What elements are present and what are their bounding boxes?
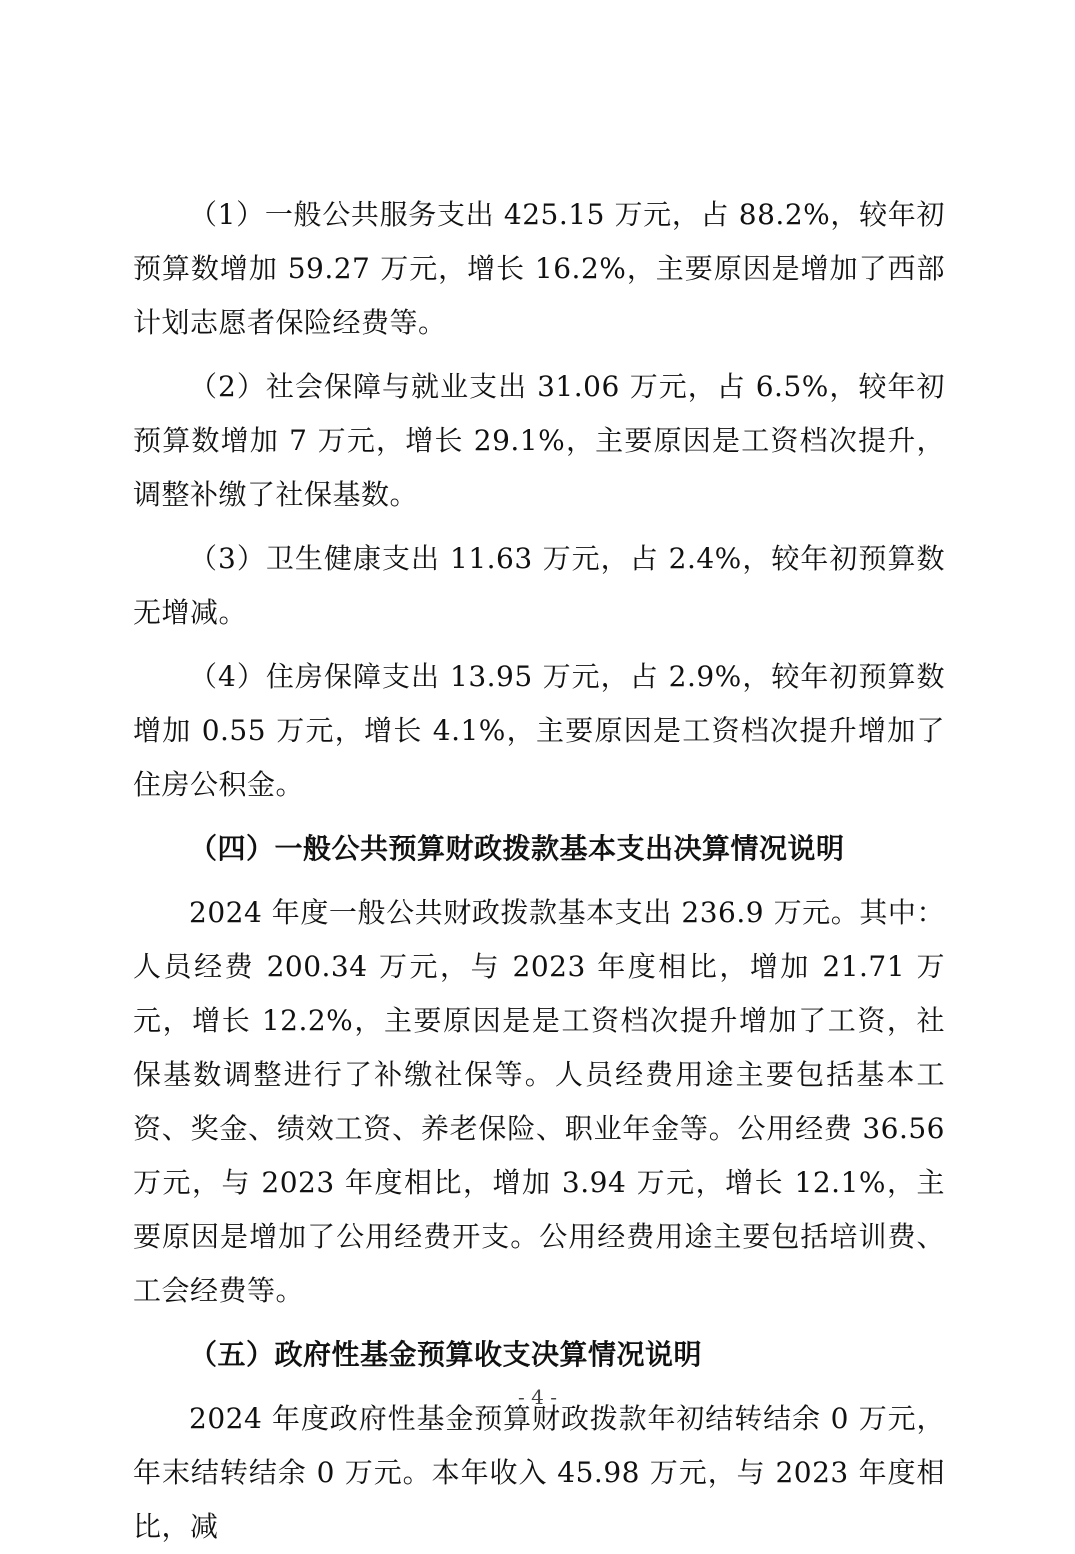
- section-heading-basic-expenditure: （四）一般公共预算财政拨款基本支出决算情况说明: [189, 832, 845, 865]
- paragraph-housing: （4）住房保障支出 13.95 万元，占 2.9%，较年初预算数增加 0.55 万元，增长 4.1%，主要原因是工资档次提升增加了住房公积金。: [133, 660, 945, 801]
- page-number: - 4 -: [518, 1385, 557, 1409]
- paragraph-health: （3）卫生健康支出 11.63 万元，占 2.4%，较年初预算数无增减。: [133, 542, 945, 629]
- paragraph-social-security: （2）社会保障与就业支出 31.06 万元，占 6.5%，较年初预算数增加 7 万元，增长 29.1%，主要原因是工资档次提升，调整补缴了社保基数。: [133, 370, 945, 511]
- paragraph-general-public-services: （1）一般公共服务支出 425.15 万元，占 88.2%，较年初预算数增加 59.27 万元，增长 16.2%，主要原因是增加了西部计划志愿者保险经费等。: [133, 198, 945, 339]
- document-body: [133, 188, 945, 1554]
- section-heading-government-fund: （五）政府性基金预算收支决算情况说明: [189, 1338, 703, 1371]
- paragraph-basic-expenditure: 2024 年度一般公共财政拨款基本支出 236.9 万元。其中：人员经费 200.34 万元，与 2023 年度相比，增加 21.71 万元，增长 12.2%，主要原因是是工资档次提升增加了工资，社保基数调整进行了补缴社保等。人员经费用途主要包括基本工资、奖金、绩效工资、养老保险、职业年金等。公用经费 36.56 万元，与 2023 年度相比，增加 3.94 万元，增长 12.1%，主要原因是增加了公用经费开支。公用经费用途主要包括培训费、工会经费等。: [133, 896, 945, 1307]
- paragraph-government-fund: 2024 年度政府性基金预算财政拨款年初结转结余 0 万元，年末结转结余 0 万元。本年收入 45.98 万元，与 2023 年度相比，减: [133, 1402, 945, 1543]
